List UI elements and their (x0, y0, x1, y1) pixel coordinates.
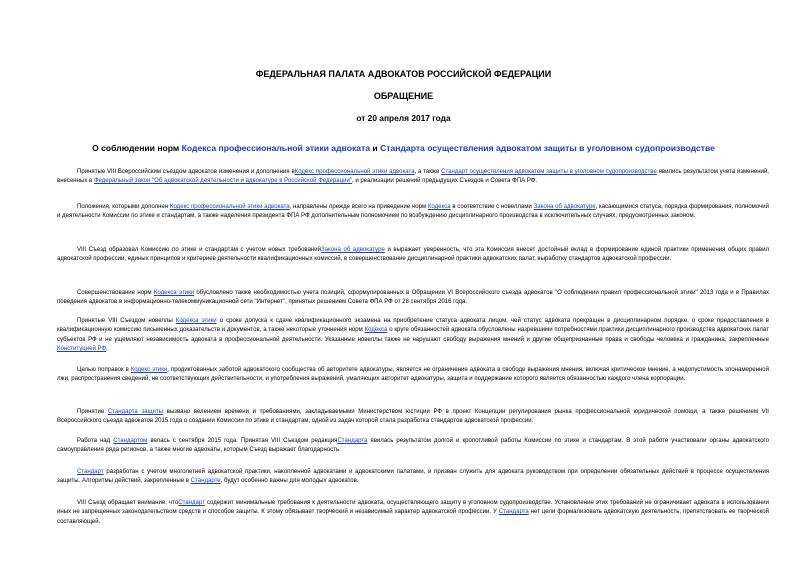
paragraph-2: Положения, которыми дополнен Кодекс профессиональной этики адвоката, направлены прежде всего на приведение норм Кодекса в соответствие с новеллами Закона об адвокатуре, касающимися статуса, порядка формирования, полномочий и деятельности Комиссии по этике и стандартам, а также наделения президента ФПА РФ дополнительным полномочием по возбуждению дисциплинарного производства в исключительных случаях, предусмотренных законом. (57, 204, 769, 220)
link-constitution[interactable]: Конституцией РФ (57, 346, 107, 353)
paragraph-7: Принятие Стандарта защиты вызвано велением времени и требованиями, закладываемыми Министерством юстиции РФ в проект Концепции регулирования рынка профессиональной юридической помощи, а также решением VII Всероссийского съезда адвокатов 2015 года о создании Комиссии по этике и стандартам, одной из задач которой стала разработка стандартов адвокатской профессии. (57, 409, 769, 425)
link-ethics-code[interactable]: Кодекса этики (153, 290, 195, 296)
link-defense-standard[interactable]: Стандарт осуществления адвокатом защиты в уголовном судопроизводстве (441, 169, 657, 175)
link-advocacy-law[interactable]: Закона об адвокатуре (321, 247, 385, 253)
link-standard[interactable]: Стандарт (77, 469, 104, 475)
paragraph-10: VIII Съезд обращает внимание, чтоСтандарт содержит минимальные требования к деятельности адвоката, осуществляющего защиту в уголовном судопроизводстве. Установление этих требований не ограничивает адвоката в использовании иных не запрещенных законодательством средств и способов защиты. К этому обязывает творческий и независимый характер адвокатской профессии. У Стандарта нет цели формализовать адвокатскую деятельность, препятствовать ее творческой составляющей. (57, 500, 769, 525)
link-ethics-code[interactable]: Кодекс профессиональной этики адвоката (169, 204, 290, 210)
paragraph-9: Стандарт разработан с учетом многолетней адвокатской практики, накопленной адвокатами и адвокатскими палатами, и призван служить для адвоката руководством при определении обязательных действий в процессе осуществления защиты. Алгоритмы действий, закрепленные в Стандарте, будут особенно важны для молодых адвокатов. (57, 469, 769, 485)
paragraph-8: Работа над Стандартом велась с сентября 2015 года. Принятая VIII Съездом редакцияСтандарта явилась результатом долгой и кропотливой работы Комиссии по этике и стандартам. В этой работе участвовали органы адвокатского самоуправления ряда регионов, а также многие адвокаты, которым Съезд выражает благодарность. (57, 438, 769, 454)
paragraph-6: Целью поправок в Кодекс этики, продиктованных заботой адвокатского сообщества об авторитете адвокатуры, является не ограничение адвоката в свободе выражения мнения, включая критическое мнение, а недопустимость злонамеренной лжи, распространения сведений, не соответствующих действительности, и употребления выражений, умаляющих авторитет адвокатуры, защита и поддержание которого является обязанностью каждого члена корпорации. (57, 367, 769, 383)
link-defense-standard[interactable]: Стандарта осуществления адвокатом защиты в уголовном судопроизводстве (380, 143, 715, 153)
link-standard[interactable]: Стандарта (498, 509, 529, 516)
link-ethics-code[interactable]: Кодекса этики (175, 318, 217, 324)
document-title: О соблюдении норм Кодекса профессиональной этики адвоката и Стандарта осуществления адвокатом защиты в уголовном судопроизводстве (92, 143, 715, 153)
link-standard[interactable]: Стандарт (178, 500, 205, 506)
link-code[interactable]: Кодекса (364, 327, 388, 334)
paragraph-4: Совершенствование норм Кодекса этики обусловлено также необходимостью учета позиций, сформулированных в Обращении VI Всероссийского съезда адвокатов "О соблюдении правил профессиональной этики" 2013 года и в Правилах поведения адвокатов в информационно-телекоммуникационной сети "Интернет", принятых решением Совета ФПА РФ от 28 сентября 2016 года. (57, 290, 770, 306)
link-federal-law[interactable]: Федеральный закон "Об адвокатской деятельности и адвокатуре в Российской Федерации" (93, 178, 353, 185)
link-standard[interactable]: Стандартом (113, 438, 148, 444)
paragraph-5: Принятые VIII Съездом новеллы Кодекса этики о сроке допуска к сдаче квалификационного экзамена на приобретение статуса адвоката лицом, чей статус адвоката прекращен в дисциплинарном порядке, о сроке предоставления в квалификационную комиссию письменных доказательств и документов, а также некоторые уточнения норм Кодекса о круге обязанностей адвоката обусловлены назревшими потребностями практики дисциплинарного производства адвокатских палат субъектов РФ и не ущемляют независимость адвоката в профессиональной деятельности. Указанные новеллы также не нарушают свободу выражения мнений и другие общепризнанные права и свободы человека и гражданина, закрепленные Конституцией РФ. (57, 318, 770, 353)
link-standard[interactable]: Стандарта (337, 438, 368, 444)
link-standard[interactable]: Стандарте (190, 478, 221, 485)
document-date: от 20 апреля 2017 года (356, 113, 451, 123)
document-type-heading: ОБРАЩЕНИЕ (373, 91, 434, 101)
paragraph-1: Принятые VIII Всероссийским съездом адвокатов изменения и дополнения вКодекс профессиональной этики адвоката, а также Стандарт осуществления адвокатом защиты в уголовном судопроизводстве явились результатом учета изменений, внесенных в Федеральный закон "Об адвокатской деятельности и адвокатуре в Российской Федерации", и реализации решений предыдущих Съездов и Совета ФПА РФ. (57, 169, 769, 185)
link-advocacy-law[interactable]: Закона об адвокатуре (533, 204, 596, 210)
link-ethics-code[interactable]: Кодекс этики (130, 367, 168, 373)
link-defense-standard[interactable]: Стандарта защиты (107, 409, 163, 415)
link-ethics-code[interactable]: Кодекс профессиональной этики адвоката (294, 169, 415, 175)
paragraph-3: VIII Съезд образовал Комиссию по этике и стандартам с учетом новых требованийЗакона об адвокатуре и выражает уверенность, что эта Комиссия внесет достойный вклад в формирование единой практики применения общих правил адвокатской профессии, единых принципов и критериев деятельности квалификационных комиссий, в совершенствование дисциплинарной практики адвокатских палат, выработку стандартов адвокатской профессии. (57, 247, 769, 263)
link-ethics-code[interactable]: Кодекса профессиональной этики адвоката (181, 143, 371, 153)
link-code[interactable]: Кодекса (427, 204, 451, 210)
organization-heading: ФЕДЕРАЛЬНАЯ ПАЛАТА АДВОКАТОВ РОССИЙСКОЙ ФЕДЕРАЦИИ (255, 69, 552, 79)
